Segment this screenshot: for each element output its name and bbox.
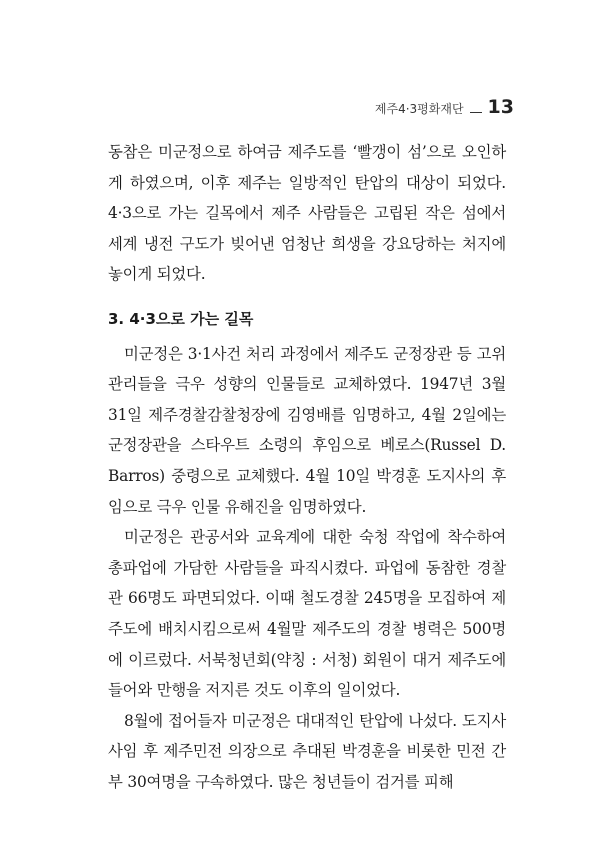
paragraph-3: 미군정은 관공서와 교육계에 대한 숙청 작업에 착수하여 총파업에 가담한 사람들을 파직시켰다. 파업에 동참한 경찰관 66명도 파면되었다. 이때 철도경찰 245명을 모집하여 제주도에 배치시킴으로써 4월말 제주도의 경찰 병력은 500명에 이르렀다. 서북청년회(약칭 : 서청) 회원이 대거 제주도에 들어와 만행을 저지른 것도 이후의 일이었다.	[108, 528, 506, 700]
paragraph-2: 미군정은 3·1사건 처리 과정에서 제주도 군정장관 등 고위관리들을 극우 성향의 인물들로 교체하였다. 1947년 3월 31일 제주경찰감찰청장에 김영배를 임명하고, 4월 2일에는 군정장관을 스타우트 소령의 후임으로 베로스(Russel D. Barros) 중령으로 교체했다. 4월 10일 박경훈 도지사의 후임으로 극우 인물 유해진을 임명하였다.	[108, 344, 506, 516]
header-rule	[470, 112, 482, 113]
paragraph-4: 8월에 접어들자 미군정은 대대적인 탄압에 나섰다. 도지사 사임 후 제주민전 의장으로 추대된 박경훈을 비롯한 민전 간부 30여명을 구속하였다. 많은 청년들이 검거를 피해	[108, 711, 506, 791]
running-header	[375, 96, 514, 118]
page-body	[108, 137, 506, 797]
page-number: 13	[487, 96, 514, 118]
section-heading: 3. 4·3으로 가는 길목	[108, 309, 254, 328]
running-header-title: 제주4·3평화재단	[374, 102, 464, 116]
paragraph-1: 동참은 미군정으로 하여금 제주도를 ‘빨갱이 섬’으로 오인하게 하였으며, 이후 제주는 일방적인 탄압의 대상이 되었다. 4·3으로 가는 길목에서 제주 사람들은 고립된 작은 섬에서 세계 냉전 구도가 빚어낸 엄청난 희생을 강요당하는 처지에 놓이게 되었다.	[108, 143, 506, 284]
